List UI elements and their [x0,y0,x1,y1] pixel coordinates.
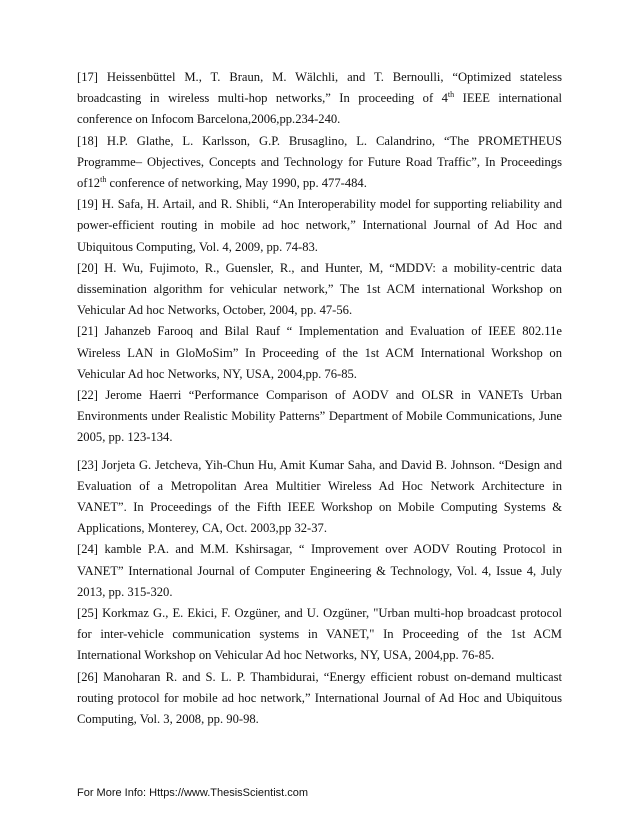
reference-23 [77,455,562,540]
reference-number: [20] [77,260,98,275]
reference-text: Manoharan R. and S. L. P. Thambidurai, “Energy efficient robust on-demand multicast routing protocol for mobile ad hoc network,” International Journal of Ad Hoc and Ubiquitous Computing, Vol. 3, 2008, pp. 90-98. [77,669,562,727]
reference-text: kamble P.A. and M.M. Kshirsagar, “ Improvement over AODV Routing Protocol in VANET” International Journal of Computer Engineering & Technology, Vol. 4, Issue 4, July 2013, pp. 315-320. [77,542,562,599]
reference-number: [18] [77,133,98,148]
reference-24 [77,539,562,603]
reference-number: [23] [77,457,98,472]
page-footer: For More Info: Https://www.ThesisScientist.com [77,787,309,799]
reference-number: [24] [77,542,98,557]
reference-text: Jahanzeb Farooq and Bilal Rauf “ Implementation and Evaluation of IEEE 802.11e Wireless LAN in GloMoSim” In Proceeding of the 1st ACM International Workshop on Vehicular Ad hoc Networks, NY, USA, 2004,pp. 76-85. [77,324,562,381]
reference-number: [22] [77,388,98,403]
reference-list [77,67,562,730]
reference-number: [17] [77,70,98,84]
reference-18 [77,131,562,195]
reference-17 [77,67,562,131]
reference-text: H. Wu, Fujimoto, R., Guensler, R., and Hunter, M, “MDDV: a mobility-centric data dissemination algorithm for vehicular network,” The 1st ACM international Workshop on Vehicular Ad hoc Networks, October, 2004, pp. 47-56. [77,260,562,318]
reference-text-continued: conference of networking, May 1990, pp. 477-484. [106,176,367,191]
reference-20 [77,258,562,322]
reference-superscript: th [447,90,455,100]
reference-text: Jerome Haerri “Performance Comparison of AODV and OLSR in VANETs Urban Environments under Realistic Mobility Patterns” Department of Mobile Communications, June 2005, pp. 123-134. [77,388,562,445]
reference-text: Korkmaz G., E. Ekici, F. Ozgüner, and U. Ozgüner, "Urban multi-hop broadcast protocol for inter-vehicle communication systems in VANET," In Proceeding of the 1st ACM International Workshop on Vehicular Ad hoc Networks, NY, USA, 2004,pp. 76-85. [77,606,562,663]
reference-21 [77,321,562,385]
reference-25 [77,603,562,667]
reference-text-continued: IEEE international conference on Infocom Barcelona,2006,pp.234-240. [77,91,562,127]
reference-text: H.P. Glathe, L. Karlsson, G.P. Brusaglino, L. Calandrino, “The PROMETHEUS Programme– Objectives, Concepts and Technology for Future Road Traffic”, In Proceedings of12 [77,133,562,191]
reference-19 [77,194,562,258]
reference-text: Jorjeta G. Jetcheva, Yih-Chun Hu, Amit Kumar Saha, and David B. Johnson. “Design and Evaluation of a Metropolitan Area Multitier Wireless Ad Hoc Network Architecture in VANET”. In Proceedings of the Fifth IEEE Workshop on Mobile Computing Systems & Applications, Monterey, CA, Oct. 2003,pp 32-37. [77,457,562,536]
reference-superscript: th [100,174,107,184]
reference-number: [21] [77,324,98,339]
reference-number: [25] [77,606,98,621]
reference-22 [77,385,562,449]
reference-text: Heissenbüttel M., T. Braun, M. Wälchli, and T. Bernoulli, “Optimized stateless broadcasting in wireless multi-hop networks,” In proceeding of 4 [77,70,562,106]
reference-number: [19] [77,197,98,212]
reference-text: H. Safa, H. Artail, and R. Shibli, “An Interoperability model for supporting reliability and power-efficient routing in mobile ad hoc network,” International Journal of Ad Hoc and Ubiquitous Computing, Vol. 4, 2009, pp. 74-83. [77,197,562,254]
reference-26 [77,667,562,731]
reference-number: [26] [77,669,98,684]
